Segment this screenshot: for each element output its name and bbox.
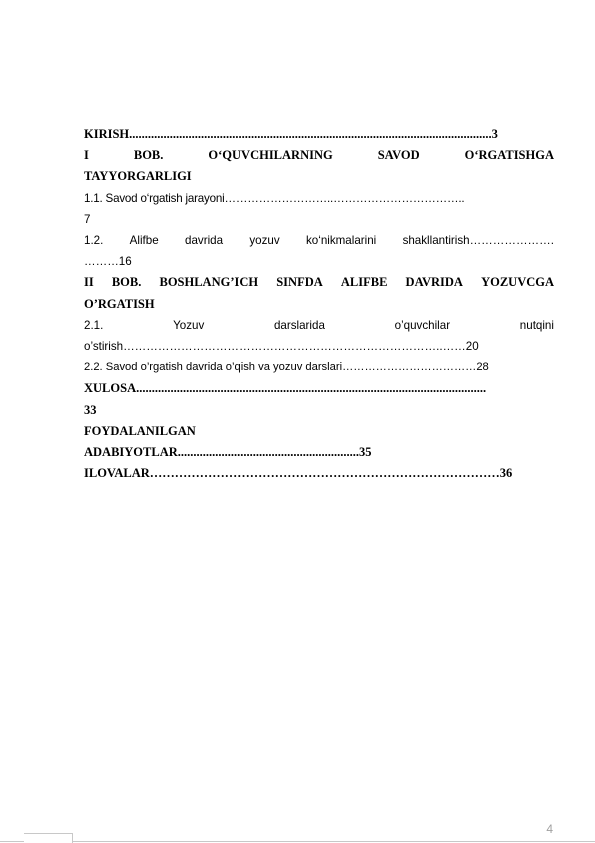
toc-bob1-continuation: TAYYORGARLIGI bbox=[84, 169, 192, 184]
toc-bob1-word: O‘QUVCHILARNING bbox=[208, 148, 333, 163]
toc-adabiyotlar: ADABIYOTLAR..........................................................35 bbox=[84, 445, 372, 460]
toc-bob2-continuation: O’RGATISH bbox=[84, 296, 155, 311]
toc-s21-word: nutqini bbox=[519, 318, 554, 332]
toc-s12-word: davrida bbox=[185, 234, 224, 248]
toc-s12-word: 1.2. bbox=[84, 234, 104, 248]
toc-section-1-2 bbox=[84, 230, 554, 251]
toc-section-2-2: 2.2. Savod o’rgatish davrida o’qish va yozuv darslari………………………………28 bbox=[84, 361, 489, 374]
toc-s12-word: yozuv bbox=[249, 234, 280, 248]
toc-bob2-word: II bbox=[84, 275, 94, 290]
toc-section-1-1: 1.1. Savod o‘rgatish jarayoni………………………..…………………………….. bbox=[84, 191, 465, 205]
toc-bob1-word: SAVOD bbox=[377, 148, 420, 163]
toc-bob1-word: I bbox=[84, 148, 89, 163]
toc-bob1-title bbox=[84, 145, 554, 166]
toc-bob2-title bbox=[84, 272, 554, 293]
toc-section-1-1-page: 7 bbox=[84, 212, 91, 226]
toc-bob2-word: BOSHLANG’ICH bbox=[159, 275, 259, 290]
toc-section-1-2-page: ………16 bbox=[84, 255, 132, 269]
toc-bob2-word: ALIFBE bbox=[340, 275, 388, 290]
toc-bob1-word: BOB. bbox=[133, 148, 164, 163]
toc-s21-word: darslarida bbox=[273, 318, 325, 332]
toc-s21-word: Yozuv bbox=[173, 318, 205, 332]
toc-xulosa-page: 33 bbox=[84, 402, 97, 417]
toc-xulosa: XULOSA................................................................................................................ bbox=[84, 381, 487, 396]
toc-section-2-1 bbox=[84, 315, 554, 336]
toc-s21-word: 2.1. bbox=[84, 318, 104, 332]
toc-kirish: KIRISH....................................................................................................................3 bbox=[84, 127, 498, 141]
toc-bob2-word: DAVRIDA bbox=[405, 275, 463, 290]
toc-bob2-word: BOB. bbox=[111, 275, 142, 290]
toc-s12-word: ko‘nikmalarini bbox=[306, 234, 377, 248]
table-of-contents bbox=[84, 124, 554, 484]
toc-s12-word: Alifbe bbox=[129, 234, 159, 248]
toc-bob2-word: SINFDA bbox=[276, 275, 323, 290]
toc-section-2-1-continuation: o’stirish………………………………………………………………………..……20 bbox=[84, 340, 479, 354]
toc-bob1-word: O‘RGATISHGA bbox=[464, 148, 554, 163]
toc-bob2-word: YOZUVCGA bbox=[481, 275, 554, 290]
toc-ilovalar: ILOVALAR…………………………………………………………………………36 bbox=[84, 466, 513, 481]
toc-s21-word: o’quvchilar bbox=[394, 318, 451, 332]
toc-foydalanilgan: FOYDALANILGAN bbox=[84, 423, 196, 438]
page-number: 4 bbox=[546, 822, 553, 836]
toc-s12-word: shakllantirish…………………. bbox=[402, 234, 554, 248]
